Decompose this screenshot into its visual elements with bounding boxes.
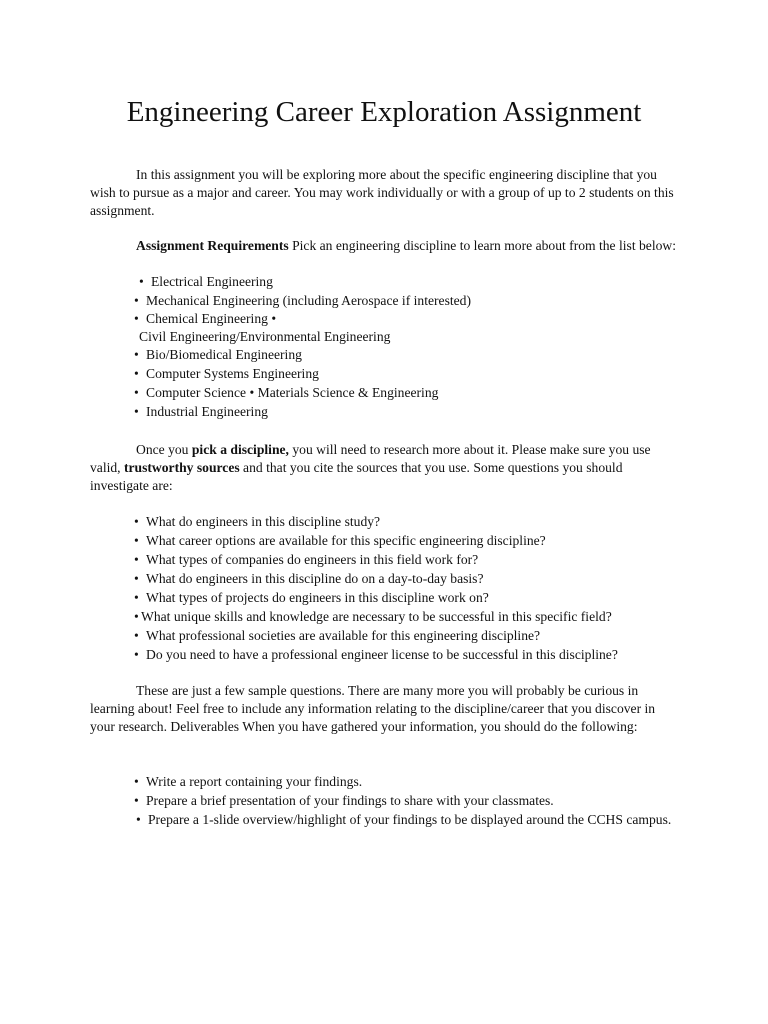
list-item: • Industrial Engineering (134, 404, 268, 419)
question-list (134, 512, 694, 664)
list-item: • Computer Systems Engineering (134, 366, 319, 381)
list-item: • What unique skills and knowledge are necessary to be successful in this specific field? (134, 609, 612, 624)
bullet-glyph: • (134, 311, 139, 326)
emphasis-pick-discipline: pick a discipline, (191, 442, 289, 457)
list-item: • Chemical Engineering • (134, 311, 277, 326)
bullet-glyph: • (134, 647, 139, 662)
list-item: • What do engineers in this discipline do on a day-to-day basis? (134, 571, 484, 586)
intro-text: In this assignment you will be exploring more about the specific engineering discipline that you wish to pursue as a major and career. You may work individually or with a group of up to 2 students on this assignment. (90, 167, 674, 218)
bullet-glyph: • (139, 274, 144, 289)
discipline-list (134, 272, 694, 421)
bullet-glyph: • (271, 311, 277, 326)
bullet-glyph: • (134, 533, 139, 548)
bullet-glyph: • (134, 628, 139, 643)
bullet-glyph: • (134, 366, 139, 381)
list-item: • What types of projects do engineers in this discipline work on? (134, 590, 489, 605)
bullet-glyph: • (134, 347, 139, 362)
list-item: Civil Engineering/Environmental Engineering (139, 329, 391, 344)
bullet-glyph: • (134, 552, 139, 567)
bullet-glyph: • (134, 793, 139, 808)
bullet-glyph: • (134, 385, 139, 400)
list-item: • What types of companies do engineers in this field work for? (134, 552, 479, 567)
list-item: • Write a report containing your findings. (134, 774, 363, 789)
bullet-glyph: • (134, 609, 139, 624)
bullet-glyph: • (134, 293, 139, 308)
list-item: • Prepare a brief presentation of your findings to share with your classmates. (134, 793, 554, 808)
bullet-glyph: • (134, 774, 139, 789)
list-item: • What career options are available for this specific engineering discipline? (134, 533, 546, 548)
list-item: • Mechanical Engineering (including Aerospace if interested) (134, 293, 471, 308)
bullet-glyph: • (136, 812, 141, 827)
bullet-glyph: • (134, 590, 139, 605)
samples-paragraph: These are just a few sample questions. There are many more you will probably be curious in learning about! Feel free to include any information relating to the discipline/career that you discover in your research. Deliverables When you have gathered your information, you should do the following: (90, 683, 656, 734)
requirements-label: Assignment Requirements (136, 238, 289, 253)
deliverables-list (134, 772, 694, 810)
list-item: • What professional societies are available for this engineering discipline? (134, 628, 541, 643)
requirements-paragraph (90, 237, 680, 255)
bullet-glyph: • (134, 404, 139, 419)
intro-paragraph (90, 166, 680, 220)
emphasis-trustworthy-sources: trustworthy sources (123, 460, 240, 475)
deliverable-overview-paragraph: • Prepare a 1-slide overview/highlight of your findings to be displayed around the CCHS campus. (136, 812, 672, 827)
document-title: Engineering Career Exploration Assignment (126, 96, 642, 128)
list-item: • What do engineers in this discipline study? (134, 514, 381, 529)
research-paragraph: Once you pick a discipline, you will need to research more about it. Please make sure you use valid, trustworthy sources and that you cite the sources that you use. Some questions you should investigate are: (90, 442, 651, 493)
list-item: • Electrical Engineering (139, 274, 273, 289)
list-item: • Do you need to have a professional engineer license to be successful in this discipline? (134, 647, 618, 662)
bullet-glyph: • (134, 514, 139, 529)
bullet-glyph: • (249, 385, 255, 400)
list-item: • Computer Science • Materials Science & Engineering (134, 385, 439, 400)
requirements-text: Pick an engineering discipline to learn more about from the list below: (288, 238, 677, 253)
bullet-glyph: • (134, 571, 139, 586)
list-item: • Bio/Biomedical Engineering (134, 347, 302, 362)
